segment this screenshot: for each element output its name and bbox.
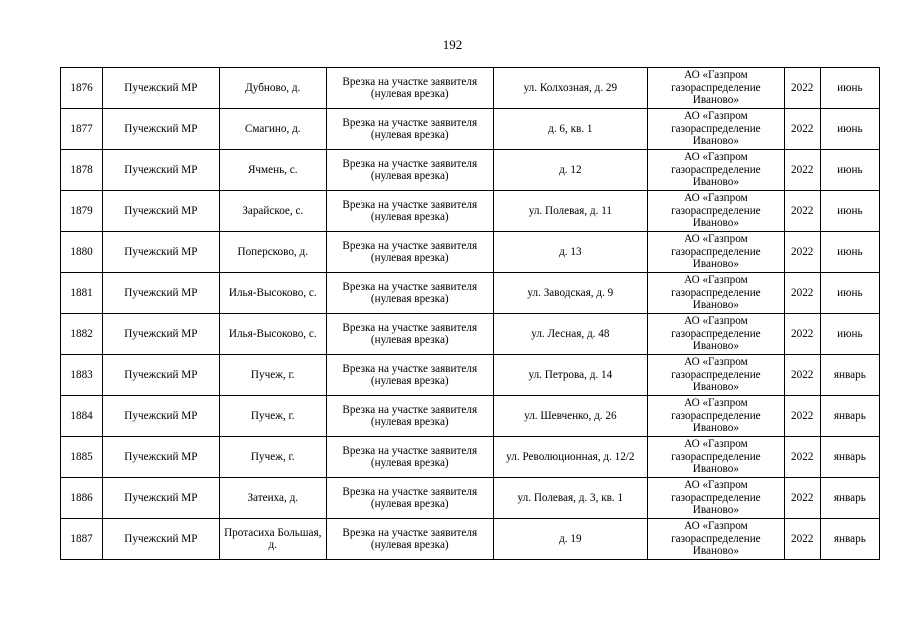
cell-locality: Ячмень, с.	[219, 150, 326, 191]
cell-number: 1883	[61, 355, 103, 396]
table-row	[61, 68, 880, 109]
cell-work-type: Врезка на участке заявителя (нулевая врезка)	[326, 232, 493, 273]
cell-year: 2022	[784, 68, 820, 109]
table-row	[61, 314, 880, 355]
cell-year: 2022	[784, 396, 820, 437]
table-row	[61, 396, 880, 437]
cell-address: д. 12	[493, 150, 648, 191]
cell-work-type: Врезка на участке заявителя (нулевая врезка)	[326, 68, 493, 109]
cell-district: Пучежский МР	[103, 109, 219, 150]
cell-month: январь	[820, 519, 879, 560]
cell-locality: Пучеж, г.	[219, 437, 326, 478]
cell-locality: Зарайское, с.	[219, 191, 326, 232]
cell-year: 2022	[784, 355, 820, 396]
cell-month: январь	[820, 396, 879, 437]
table-row	[61, 150, 880, 191]
cell-work-type: Врезка на участке заявителя (нулевая врезка)	[326, 396, 493, 437]
cell-month: январь	[820, 437, 879, 478]
cell-work-type: Врезка на участке заявителя (нулевая врезка)	[326, 437, 493, 478]
cell-locality: Протасиха Большая, д.	[219, 519, 326, 560]
cell-district: Пучежский МР	[103, 191, 219, 232]
cell-address: ул. Революционная, д. 12/2	[493, 437, 648, 478]
cell-locality: Поперсково, д.	[219, 232, 326, 273]
cell-month: июнь	[820, 273, 879, 314]
cell-address: ул. Петрова, д. 14	[493, 355, 648, 396]
cell-number: 1882	[61, 314, 103, 355]
cell-number: 1886	[61, 478, 103, 519]
cell-locality: Затеиха, д.	[219, 478, 326, 519]
cell-number: 1879	[61, 191, 103, 232]
cell-district: Пучежский МР	[103, 314, 219, 355]
cell-district: Пучежский МР	[103, 273, 219, 314]
table-row	[61, 355, 880, 396]
cell-month: июнь	[820, 232, 879, 273]
cell-district: Пучежский МР	[103, 68, 219, 109]
cell-number: 1887	[61, 519, 103, 560]
table-row	[61, 519, 880, 560]
cell-work-type: Врезка на участке заявителя (нулевая врезка)	[326, 191, 493, 232]
cell-year: 2022	[784, 437, 820, 478]
table-row	[61, 109, 880, 150]
cell-district: Пучежский МР	[103, 478, 219, 519]
table-row	[61, 273, 880, 314]
cell-address: ул. Заводская, д. 9	[493, 273, 648, 314]
cell-organization: АО «Газпром газораспределение Иваново»	[648, 314, 785, 355]
cell-month: июнь	[820, 68, 879, 109]
cell-year: 2022	[784, 519, 820, 560]
cell-locality: Пучеж, г.	[219, 396, 326, 437]
cell-work-type: Врезка на участке заявителя (нулевая врезка)	[326, 519, 493, 560]
cell-number: 1880	[61, 232, 103, 273]
cell-work-type: Врезка на участке заявителя (нулевая врезка)	[326, 355, 493, 396]
cell-locality: Пучеж, г.	[219, 355, 326, 396]
cell-number: 1885	[61, 437, 103, 478]
cell-address: ул. Колхозная, д. 29	[493, 68, 648, 109]
cell-organization: АО «Газпром газораспределение Иваново»	[648, 232, 785, 273]
cell-organization: АО «Газпром газораспределение Иваново»	[648, 68, 785, 109]
cell-month: июнь	[820, 191, 879, 232]
cell-year: 2022	[784, 314, 820, 355]
table-row	[61, 191, 880, 232]
cell-work-type: Врезка на участке заявителя (нулевая врезка)	[326, 150, 493, 191]
cell-work-type: Врезка на участке заявителя (нулевая врезка)	[326, 314, 493, 355]
cell-district: Пучежский МР	[103, 232, 219, 273]
table-row	[61, 232, 880, 273]
table-body	[61, 68, 880, 560]
cell-locality: Илья-Высоково, с.	[219, 273, 326, 314]
cell-work-type: Врезка на участке заявителя (нулевая врезка)	[326, 273, 493, 314]
cell-month: июнь	[820, 314, 879, 355]
cell-address: д. 19	[493, 519, 648, 560]
cell-organization: АО «Газпром газораспределение Иваново»	[648, 355, 785, 396]
cell-locality: Смагино, д.	[219, 109, 326, 150]
cell-year: 2022	[784, 191, 820, 232]
cell-address: д. 13	[493, 232, 648, 273]
cell-address: ул. Шевченко, д. 26	[493, 396, 648, 437]
cell-locality: Илья-Высоково, с.	[219, 314, 326, 355]
cell-organization: АО «Газпром газораспределение Иваново»	[648, 437, 785, 478]
cell-address: д. 6, кв. 1	[493, 109, 648, 150]
cell-district: Пучежский МР	[103, 396, 219, 437]
cell-organization: АО «Газпром газораспределение Иваново»	[648, 150, 785, 191]
cell-organization: АО «Газпром газораспределение Иваново»	[648, 191, 785, 232]
cell-organization: АО «Газпром газораспределение Иваново»	[648, 273, 785, 314]
cell-year: 2022	[784, 478, 820, 519]
cell-address: ул. Полевая, д. 11	[493, 191, 648, 232]
cell-organization: АО «Газпром газораспределение Иваново»	[648, 109, 785, 150]
cell-work-type: Врезка на участке заявителя (нулевая врезка)	[326, 109, 493, 150]
cell-year: 2022	[784, 273, 820, 314]
cell-number: 1878	[61, 150, 103, 191]
page-number: 192	[442, 37, 463, 52]
cell-district: Пучежский МР	[103, 355, 219, 396]
cell-number: 1877	[61, 109, 103, 150]
cell-organization: АО «Газпром газораспределение Иваново»	[648, 519, 785, 560]
cell-locality: Дубново, д.	[219, 68, 326, 109]
cell-year: 2022	[784, 232, 820, 273]
table-row	[61, 437, 880, 478]
cell-number: 1884	[61, 396, 103, 437]
cell-month: июнь	[820, 150, 879, 191]
cell-organization: АО «Газпром газораспределение Иваново»	[648, 478, 785, 519]
cell-year: 2022	[784, 150, 820, 191]
cell-address: ул. Лесная, д. 48	[493, 314, 648, 355]
cell-number: 1876	[61, 68, 103, 109]
cell-year: 2022	[784, 109, 820, 150]
cell-month: июнь	[820, 109, 879, 150]
cell-month: январь	[820, 478, 879, 519]
cell-month: январь	[820, 355, 879, 396]
cell-address: ул. Полевая, д. 3, кв. 1	[493, 478, 648, 519]
table-row	[61, 478, 880, 519]
cell-district: Пучежский МР	[103, 519, 219, 560]
gasification-table	[60, 67, 880, 560]
cell-work-type: Врезка на участке заявителя (нулевая врезка)	[326, 478, 493, 519]
cell-district: Пучежский МР	[103, 437, 219, 478]
cell-organization: АО «Газпром газораспределение Иваново»	[648, 396, 785, 437]
cell-number: 1881	[61, 273, 103, 314]
cell-district: Пучежский МР	[103, 150, 219, 191]
